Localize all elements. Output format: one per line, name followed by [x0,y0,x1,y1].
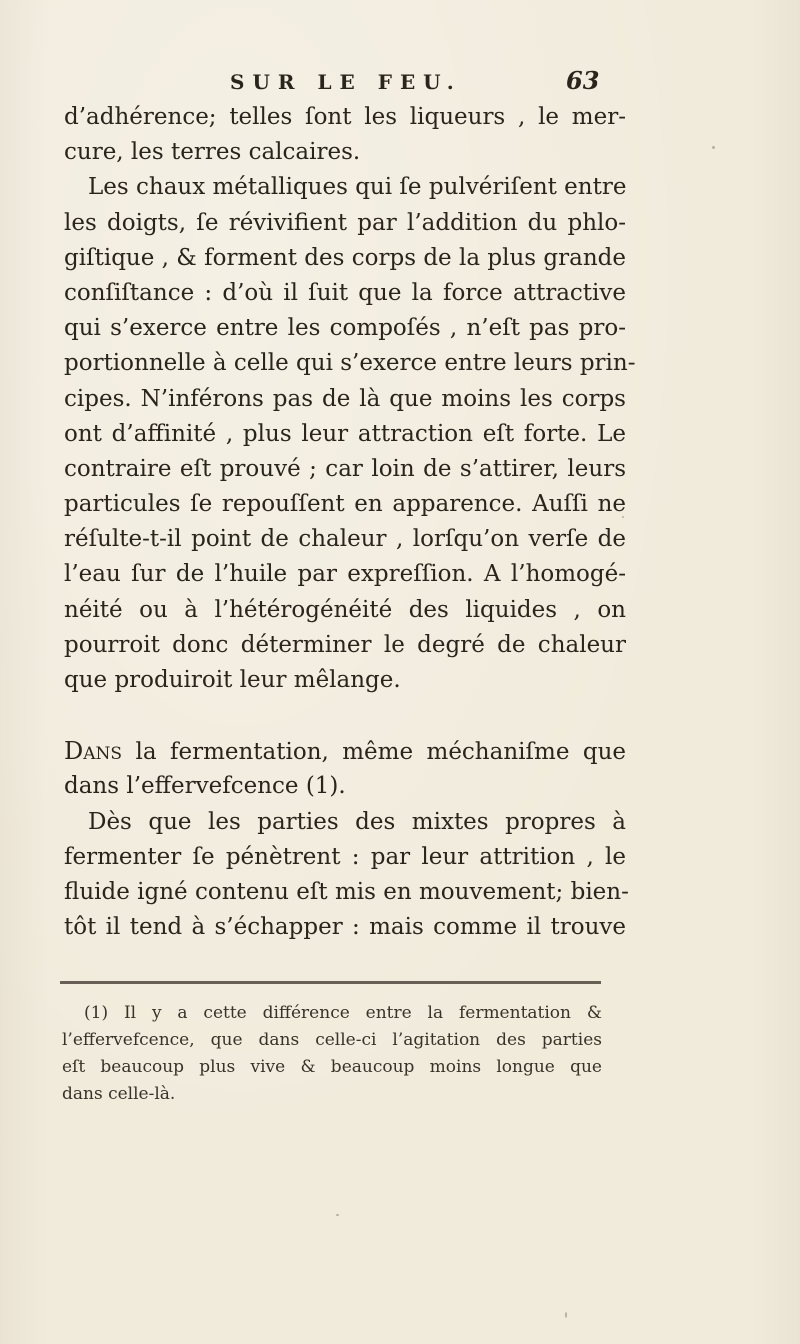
section-gap [64,698,626,734]
text-line: les doigts, ſe révivifient par l’addition du phlo- [64,209,626,236]
text-line: cipes. N’inférons pas de là que moins les corps [64,385,626,412]
main-text [64,100,636,945]
text-line: giſtique , & forment des corps de la plus grande [64,244,626,271]
footnote-line: l’effervefcence, que dans celle-ci l’agitation des parties [62,1030,602,1050]
page-number: 63 [566,66,600,95]
footnote [62,1000,602,1108]
paper-speck [565,1312,567,1318]
text-line: qui s’exerce entre les compoſés , n’eſt pas pro- [64,315,626,342]
paper-speck [712,146,715,149]
text-line: d’adhérence; telles ſont les liqueurs , le mer- [64,104,626,130]
text-line: réſulte-t-il point de chaleur , lorſqu’on verſe de [64,526,626,553]
paper-speck [622,516,624,518]
text-line: que produiroit leur mêlange. [64,667,401,693]
text-line: Dès que les parties des mixtes propres à [88,808,626,835]
text-line: particules ſe repouſſent en apparence. Auſſi ne [64,491,626,518]
text-line: conſiſtance : d’où il ſuit que la force attractive [64,279,626,306]
text-fragment: la fermentation, même méchaniſme que [135,739,627,766]
paper-speck [336,1214,339,1216]
section-opening-line [64,734,626,769]
text-line: cure, les terres calcaires. [64,139,361,166]
text-line: pourroit donc déterminer le degré de chaleur [64,631,626,658]
text-line: fluide igné contenu eſt mis en mouvement; bien- [64,878,629,905]
text-line: dans l’effervefcence (1). [64,773,346,800]
footnote-line: (1) Il y a cette différence entre la fermentation & [84,1003,602,1023]
text-line: néité ou à l’hétérogénéité des liquides , on [64,596,626,623]
footnote-rule [60,981,601,984]
text-line: l’eau ſur de l’huile par expreſſion. A l’homogé- [64,561,626,588]
section-opening-word: Dans [64,737,123,766]
text-line: Les chaux métalliques qui ſe pulvériſent entre [88,174,627,201]
running-head: SUR LE FEU. [230,70,462,94]
text-line: fermenter ſe pénètrent : par leur attrition , le [64,843,626,870]
text-line: portionnelle à celle qui s’exerce entre leurs prin- [64,350,636,377]
text-line: ont d’affinité , plus leur attraction eſt forte. Le [64,420,626,447]
footnote-line: dans celle-là. [62,1084,176,1104]
text-line: contraire eſt prouvé ; car loin de s’attirer, leurs [64,455,626,482]
text-line: tôt il tend à s’échapper : mais comme il trouve [64,914,626,941]
footnote-line: eſt beaucoup plus vive & beaucoup moins longue que [62,1057,602,1077]
